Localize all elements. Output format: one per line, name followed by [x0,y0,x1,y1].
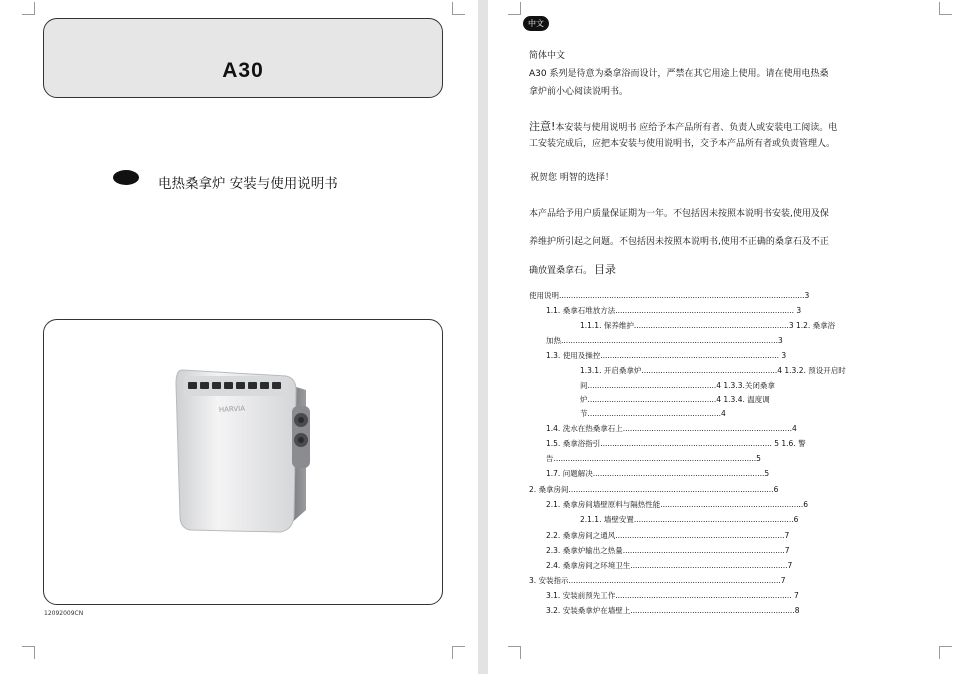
toc-entry: 间......................................................4 1.3.3.关闭桑拿 [580,381,775,390]
notice-text-1: 本安装与使用说明书 应给予本产品所有者、负责人或安装电工阅读。电 [555,123,838,133]
warranty-text-3: 确放置桑拿石。 [529,266,593,276]
left-page [0,0,478,674]
toc-entry: 2.4. 桑拿房间之环境卫生..................................................................7 [546,561,793,570]
toc-entry: 3.1. 安装前预先工作.......................................................................... 7 [546,591,799,600]
toc-entry: 3. 安装指示.........................................................................................7 [529,576,786,585]
language-chip: 中文 [523,16,549,31]
notice-line-1 [529,118,837,134]
crop-mark-top-left [22,2,35,15]
crop-mark-bottom-right [452,646,465,659]
intro-line-3: 拿炉前小心阅读说明书。 [529,87,629,97]
toc-entry: 加热...........................................................................................3 [546,336,783,345]
title-box [43,18,443,98]
warranty-line-3 [529,261,616,277]
toc-entry: 3.2. 安装桑拿炉在墙壁上.....................................................................8 [546,606,800,615]
notice-label: 注意! [529,120,556,133]
toc-entry: 2.1. 桑拿房间墙壁原料与隔热性能............................................................6 [546,500,809,509]
crop-mark-bottom-right [939,646,952,659]
toc-entry: 2.3. 桑拿炉输出之热量....................................................................7 [546,546,790,555]
crop-mark-bottom-left [22,646,35,659]
toc-entry: 1.4. 洗水在热桑拿石上.......................................................................4 [546,424,797,433]
notice-line-2: 工安装完成后，应把本安装与使用说明书，交予本产品所有者或负责管理人。 [529,139,836,149]
warranty-line-2: 养维护所引起之问题。不包括因未按照本说明书,使用不正确的桑拿石及不正 [529,237,829,247]
toc-entry: 2.2. 桑拿房间之通风.......................................................................7 [546,531,790,540]
crop-mark-bottom-left [508,646,521,659]
document-subtitle: 电热桑拿炉 安装与使用说明书 [158,176,338,192]
crop-mark-top-right [939,2,952,15]
intro-line-1: 简体中文 [529,51,566,61]
toc-entry: 1.1. 桑拿石堆放方法........................................................................... 3 [546,306,802,315]
toc-entry: 节........................................................4 [580,409,726,418]
toc-entry: 2. 桑拿房间......................................................................................6 [529,485,779,494]
brand-logo: HARVIA [218,404,246,414]
toc-entry: 告.....................................................................................5 [546,454,761,463]
crop-mark-top-right [452,2,465,15]
toc-entry: 1.7. 问题解决........................................................................5 [546,469,770,478]
document-code: 12092009CN [44,610,84,617]
toc-entry: 1.3. 使用及操控........................................................................... 3 [546,351,787,360]
language-marker-icon [113,170,139,185]
toc-entry: 1.3.1. 开启桑拿炉.........................................................4 1.3.2. 预设开启时 [580,366,846,375]
intro-line-2: A30 系列是待意为桑拿浴而设计，严禁在其它用途上使用。请在使用电热桑 [529,69,829,79]
product-photo-frame [43,319,443,605]
crop-mark-top-left [508,2,521,15]
toc-entry: 1.1.1. 保养维护.................................................................3 1.2. 桑拿浴 [580,321,836,330]
page-title: A30 [222,59,264,82]
toc-heading: 目录 [594,263,617,276]
sauna-heater-image [44,320,442,604]
toc-entry: 1.5. 桑拿浴指引........................................................................ 5 1.6. 警 [546,439,806,448]
warranty-line-1: 本产品给予用户质量保证期为一年。不包括因未按照本说明书安装,使用及保 [529,209,829,219]
toc-entry: 使用说明.......................................................................................................3 [529,291,810,300]
toc-entry: 2.1.1. 墙壁安置...................................................................6 [580,515,799,524]
congrats-line: 祝贺您 明智的选择！ [530,173,614,183]
toc-entry: 炉......................................................4 1.3.4. 温度调 [580,395,770,404]
